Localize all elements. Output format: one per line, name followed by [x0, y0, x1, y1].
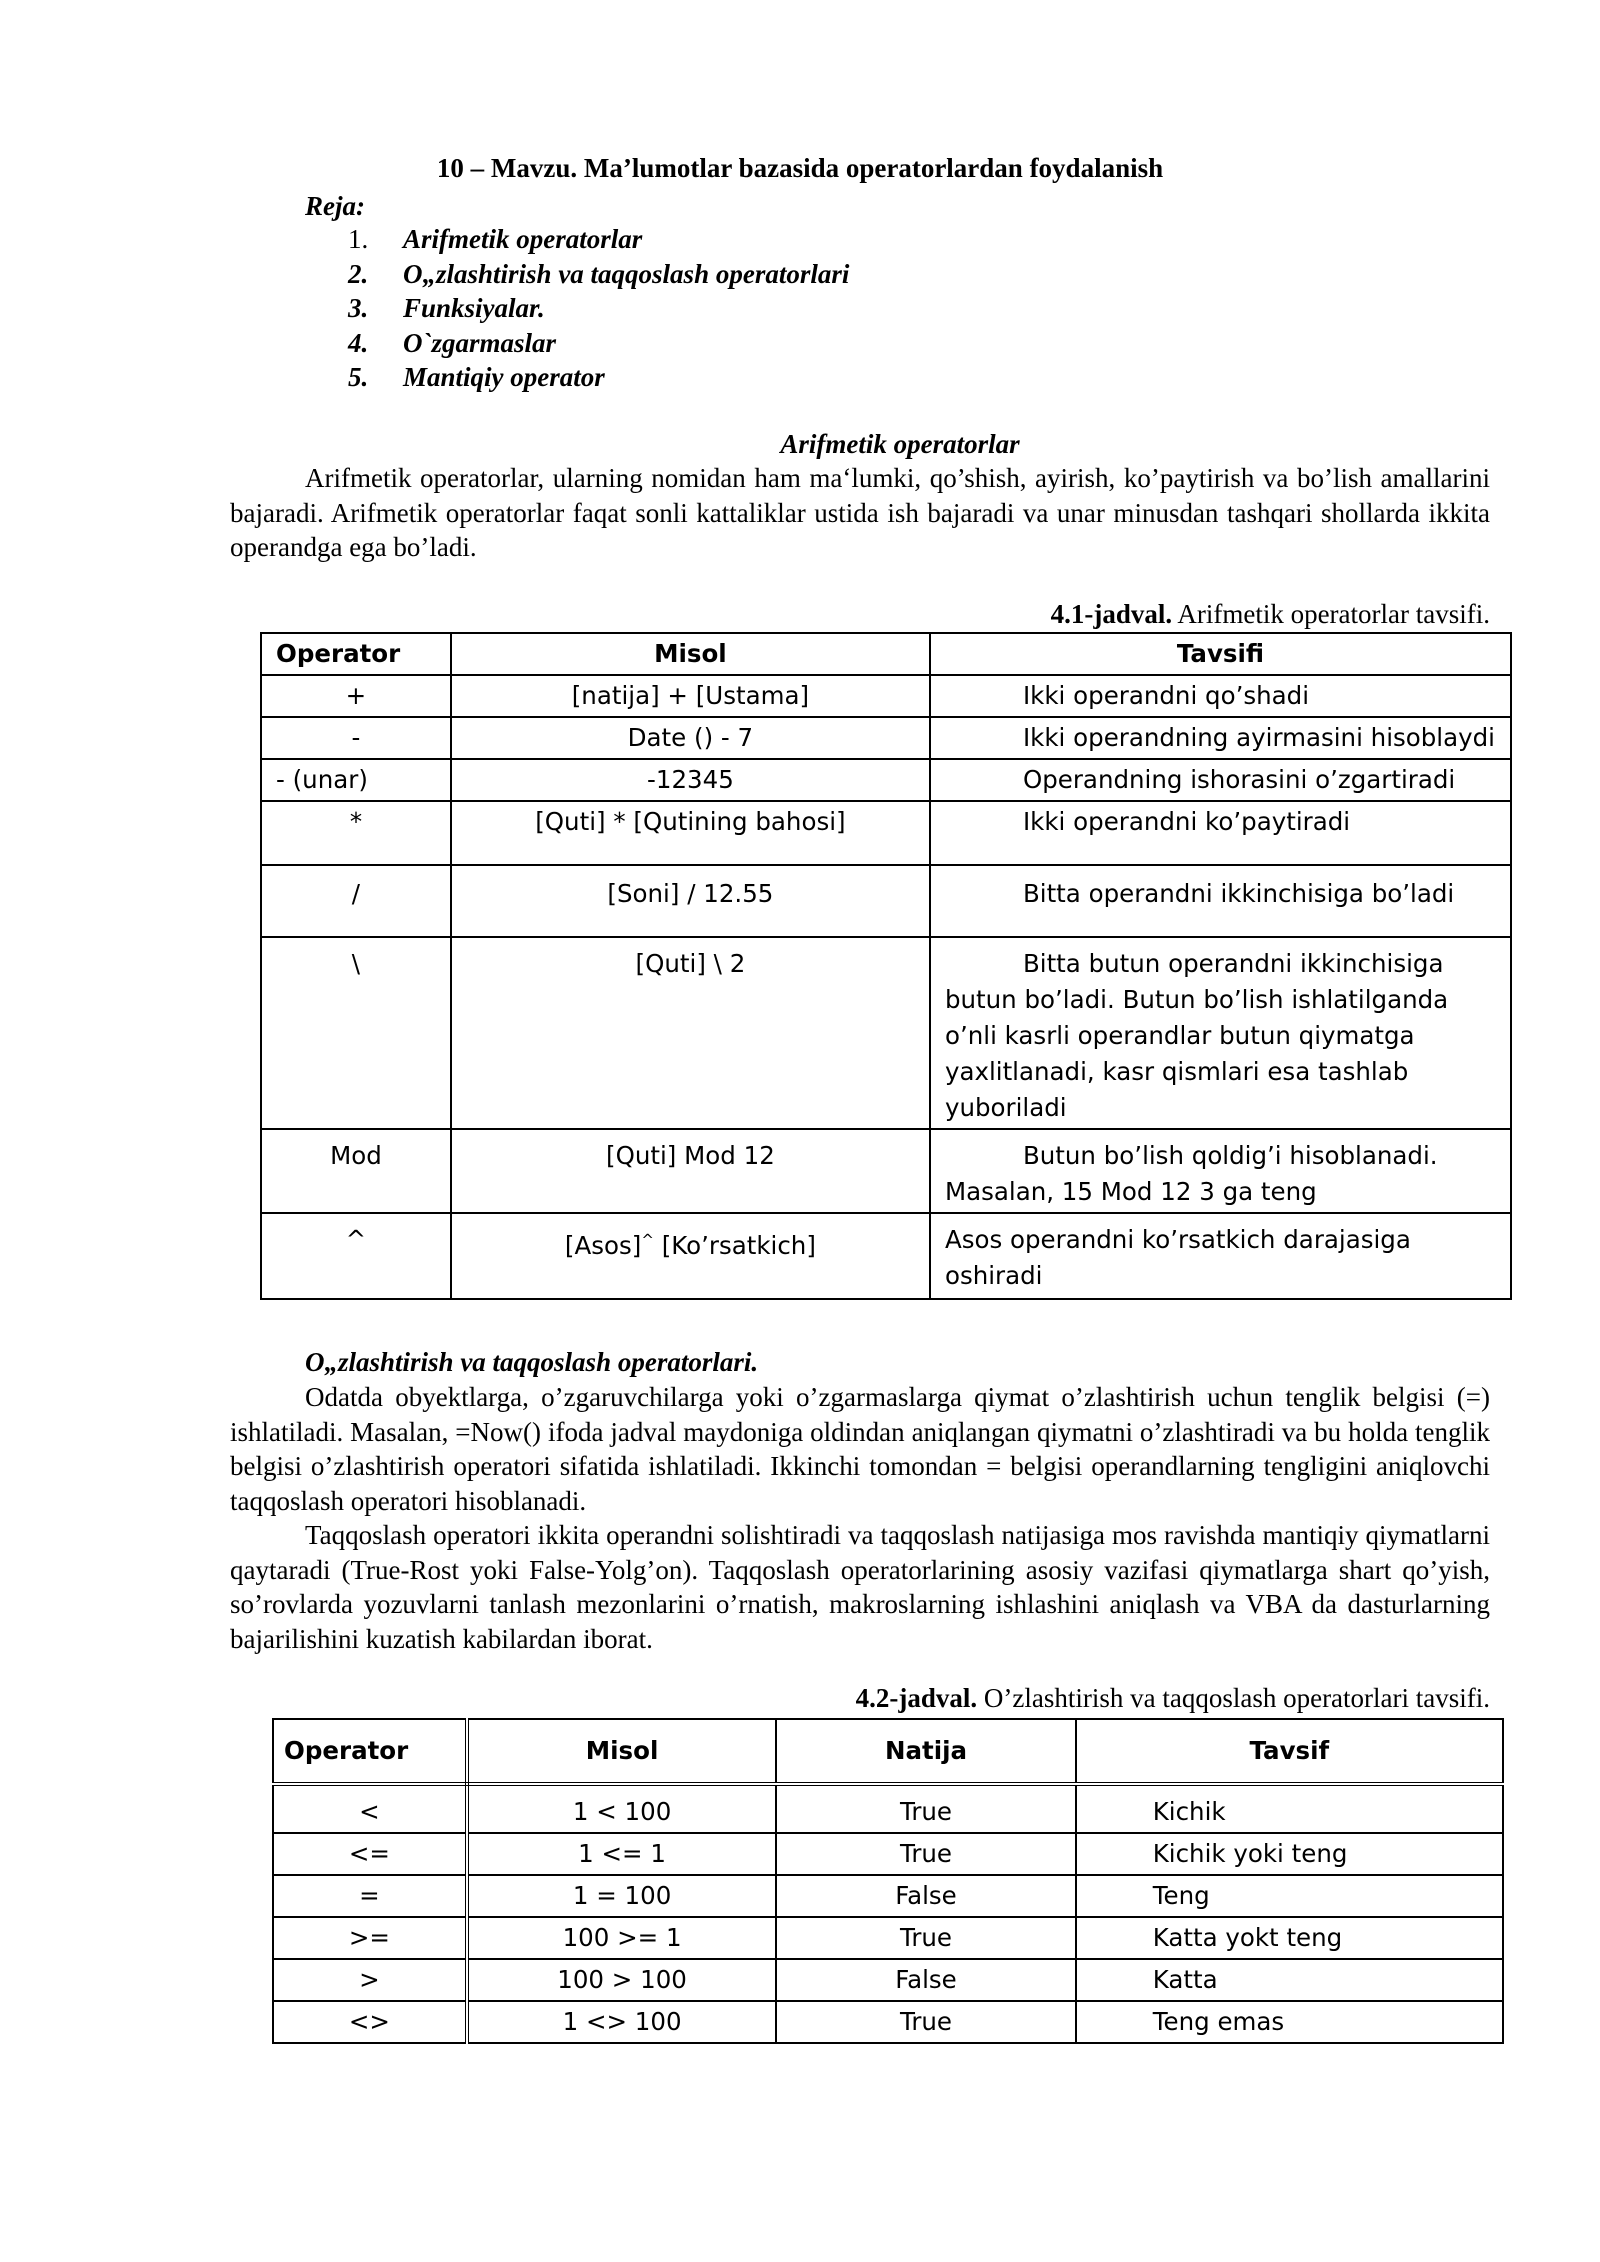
header-example: Misol — [451, 633, 930, 675]
paragraph-arithmetic: Arifmetik operatorlar, ularning nomidan ham ma‘lumki, qo’shish, ayirish, ko’paytirish va bo’lish amallarini bajaradi. Arifmetik operatorlar faqat sonli kattaliklar ustida ish bajaradi va unar minusdan tashqari shollarda ikkita operandga ega bo’ladi. — [230, 463, 1490, 562]
table-row — [261, 1129, 1511, 1213]
example-cell: [natija] + [Ustama] — [451, 675, 930, 717]
result-cell: True — [776, 1833, 1075, 1875]
example-cell: 1 = 100 — [467, 1875, 776, 1917]
operator-cell: / — [261, 865, 451, 937]
plan-item — [348, 222, 849, 257]
plan-item — [348, 326, 849, 361]
plan-item-number: 1. — [348, 224, 369, 254]
header-description: Tavsif — [1076, 1719, 1503, 1784]
operator-cell: - (unar) — [261, 759, 451, 801]
table-row — [261, 937, 1511, 1129]
plan-list — [348, 222, 849, 395]
example-cell: [Quti] \ 2 — [451, 937, 930, 1129]
operator-cell: > — [273, 1959, 467, 2001]
table-caption-4-2 — [856, 1680, 1490, 1716]
operator-cell: + — [261, 675, 451, 717]
caption-text: Arifmetik operatorlar tavsifi. — [1172, 599, 1490, 629]
plan-label: Reja: — [305, 191, 365, 221]
description-cell: Operandning ishorasini o’zgartiradi — [930, 759, 1511, 801]
description-cell: Ikki operandning ayirmasini hisoblaydi — [930, 717, 1511, 759]
example-cell: [Soni] / 12.55 — [451, 865, 930, 937]
section-heading-assignment: O„zlashtirish va taqqoslash operatorlari. — [305, 1347, 759, 1377]
plan-item — [348, 257, 849, 292]
plan-item-number: 4. — [348, 327, 369, 358]
paragraph-assignment-1: Odatda obyektlarga, o’zgaruvchilarga yoki o’zgarmaslarga qiymat o’zlashtirish uchun tenglik belgisi (=) ishlatiladi. Masalan, =Now() ifoda jadval maydoniga oldindan aniqlangan qiymatni o’zlashtiradi va bu holda tenglik belgisi o’zlashtirish operatori sifatida ishlatiladi. Ikkinchi tomondan = belgisi operandlarning tengligini aniqlovchi taqqoslash operatori hisoblanadi. — [230, 1382, 1490, 1516]
description-cell: Butun bo’lish qoldig’i hisoblanadi. Masalan, 15 Mod 12 3 ga teng — [930, 1129, 1511, 1213]
example-cell: 1 < 100 — [467, 1784, 776, 1833]
table-row — [261, 801, 1511, 865]
plan-item-number: 2. — [348, 258, 369, 289]
table-row — [273, 1833, 1503, 1875]
result-cell: True — [776, 2001, 1075, 2043]
paragraph-assignment-2: Taqqoslash operatori ikkita operandni solishtiradi va taqqoslash natijasiga mos ravishda mantiqiy qiymatlarni qaytaradi (True-Rost yoki False-Yolg’on). Taqqoslash operatorlarining asosiy vazifasi qiymatlarga shart qo’yish, so’rovlarda yozuvlarni tanlash mezonlarini o’rnatish, makroslarning ishlashini aniqlash va VBA da dasturlarning bajarilishini kuzatish kabilardan iborat. — [230, 1520, 1490, 1654]
example-cell: [Quti] * [Qutining bahosi] — [451, 801, 930, 865]
result-cell: False — [776, 1959, 1075, 2001]
description-cell: Bitta operandni ikkinchisiga bo’ladi — [930, 865, 1511, 937]
header-example: Misol — [467, 1719, 776, 1784]
plan-item — [348, 360, 849, 395]
caption-label: 4.2-jadval. — [855, 1683, 978, 1713]
header-description: Tavsifi — [930, 633, 1511, 675]
table-row — [273, 1959, 1503, 2001]
description-cell: Teng emas — [1076, 2001, 1503, 2043]
result-cell: True — [776, 1784, 1075, 1833]
operator-cell: * — [261, 801, 451, 865]
description-cell: Katta yokt teng — [1076, 1917, 1503, 1959]
table-header-row — [261, 633, 1511, 675]
table-row — [273, 1875, 1503, 1917]
example-cell: Date () - 7 — [451, 717, 930, 759]
table-row — [273, 2001, 1503, 2043]
description-cell: Teng — [1076, 1875, 1503, 1917]
plan-item-text: Mantiqiy operator — [403, 362, 605, 392]
description-cell: Kichik yoki teng — [1076, 1833, 1503, 1875]
operator-cell: ^ — [261, 1213, 451, 1299]
table-row — [261, 1213, 1511, 1299]
plan-item — [348, 291, 849, 326]
example-base: [Asos] — [564, 1231, 642, 1261]
table-row — [273, 1917, 1503, 1959]
header-operator: Operator — [273, 1719, 467, 1784]
plan-item-number: 5. — [348, 362, 369, 392]
example-cell: [Quti] Mod 12 — [451, 1129, 930, 1213]
description-cell: Ikki operandni qo’shadi — [930, 675, 1511, 717]
table-row — [261, 759, 1511, 801]
plan-item-number: 3. — [348, 293, 369, 323]
operator-cell: >= — [273, 1917, 467, 1959]
operator-cell: - — [261, 717, 451, 759]
table-row — [261, 717, 1511, 759]
example-cell: 1 <= 1 — [467, 1833, 776, 1875]
description-cell: Bitta butun operandni ikkinchisiga butun bo’ladi. Butun bo’lish ishlatilganda o’nli kasrli operandlar butun qiymatga yaxlitlanadi, kasr qismlari esa tashlab yuboriladi — [930, 937, 1511, 1129]
example-superscript: ^ — [641, 1231, 654, 1249]
table-row — [261, 675, 1511, 717]
caption-label: 4.1-jadval. — [1050, 599, 1173, 629]
example-cell: -12345 — [451, 759, 930, 801]
example-cell: 100 > 100 — [467, 1959, 776, 2001]
description-cell: Asos operandni ko’rsatkich darajasiga oshiradi — [930, 1213, 1511, 1299]
caption-text: O’zlashtirish va taqqoslash operatorlari tavsifi. — [977, 1683, 1490, 1713]
result-cell: False — [776, 1875, 1075, 1917]
plan-item-text: O„zlashtirish va taqqoslash operatorlari — [403, 258, 850, 289]
comparison-operators-table — [272, 1718, 1504, 2044]
table-row — [261, 865, 1511, 937]
operator-cell: <= — [273, 1833, 467, 1875]
arithmetic-operators-table — [260, 632, 1512, 1300]
header-operator: Operator — [261, 633, 451, 675]
example-exponent: [Ko’rsatkich] — [653, 1231, 816, 1261]
header-result: Natija — [776, 1719, 1075, 1784]
page-title: 10 – Mavzu. Ma’lumotlar bazasida operatorlardan foydalanish — [436, 153, 1164, 183]
operator-cell: Mod — [261, 1129, 451, 1213]
description-cell: Kichik — [1076, 1784, 1503, 1833]
table-caption-4-1 — [1051, 596, 1490, 632]
result-cell: True — [776, 1917, 1075, 1959]
example-cell — [451, 1213, 930, 1299]
operator-cell: < — [273, 1784, 467, 1833]
operator-cell: = — [273, 1875, 467, 1917]
plan-item-text: Funksiyalar. — [403, 293, 545, 323]
example-cell: 1 <> 100 — [467, 2001, 776, 2043]
table-row — [273, 1784, 1503, 1833]
operator-cell: \ — [261, 937, 451, 1129]
plan-item-text: Arifmetik operatorlar — [403, 224, 643, 254]
operator-cell: <> — [273, 2001, 467, 2043]
description-cell: Katta — [1076, 1959, 1503, 2001]
table-header-row — [273, 1719, 1503, 1784]
section-heading-arithmetic: Arifmetik operatorlar — [780, 429, 1020, 459]
plan-item-text: O`zgarmaslar — [403, 327, 557, 358]
description-cell: Ikki operandni ko’paytiradi — [930, 801, 1511, 865]
example-cell: 100 >= 1 — [467, 1917, 776, 1959]
